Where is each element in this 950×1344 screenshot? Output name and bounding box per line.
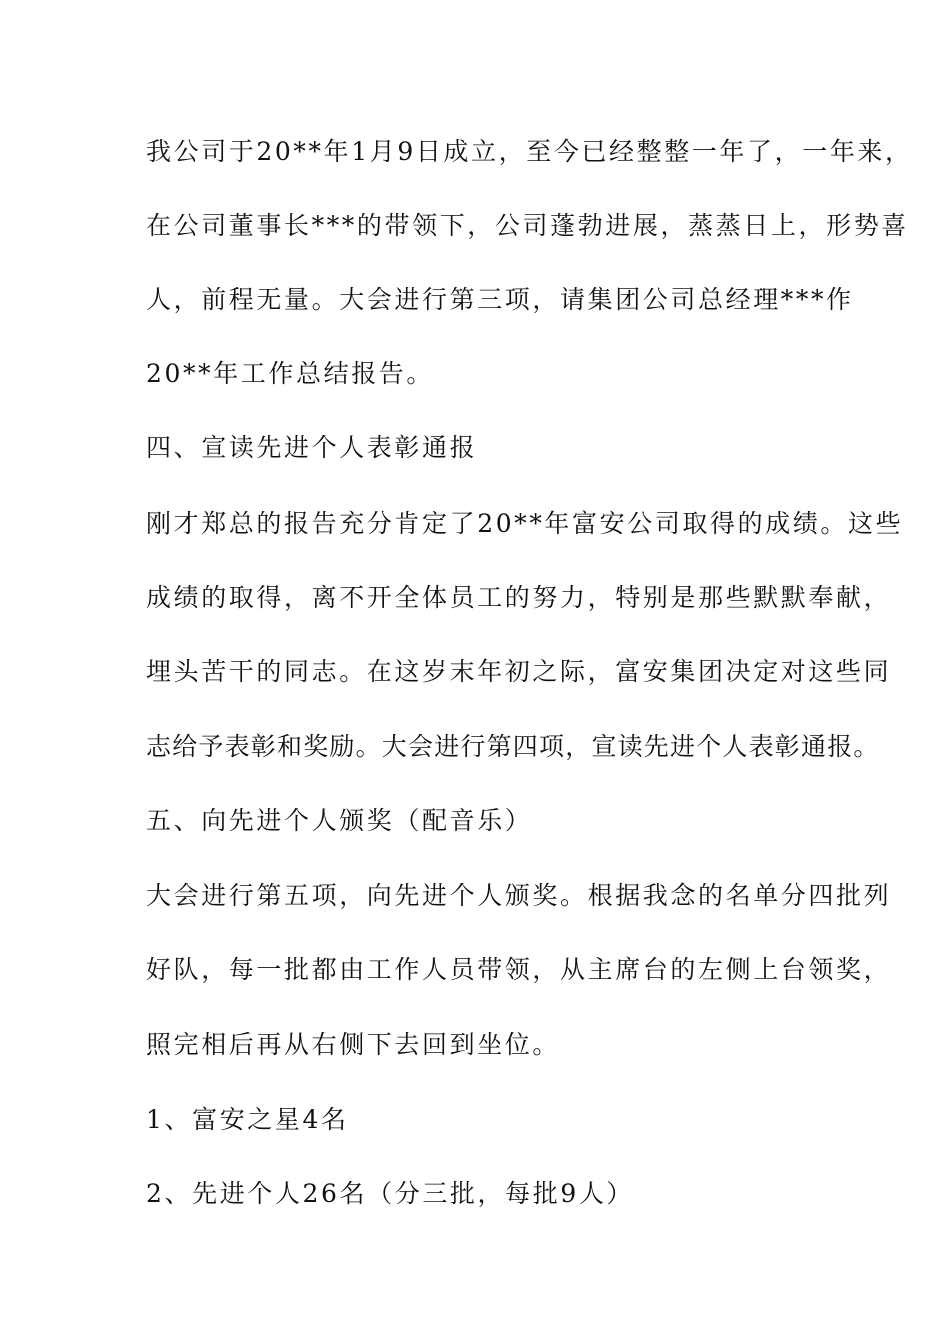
paragraph-line: 我公司于20**年1月9日成立，至今已经整整一年了，一年来， [146,137,913,166]
paragraph-line: 埋头苦干的同志。在这岁末年初之际，富安集团决定对这些同 [146,657,892,686]
list-item: 1、富安之星4名 [146,1105,349,1134]
paragraph-line: 照完相后再从右侧下去回到坐位。 [146,1030,561,1059]
paragraph-line: 人，前程无量。大会进行第三项，请集团公司总经理***作 [146,285,854,314]
paragraph-line: 成绩的取得，离不开全体员工的努力，特别是那些默默奉献， [146,583,892,612]
section-heading: 四、宣读先进个人表彰通报 [146,433,478,462]
paragraph-line: 20**年工作总结报告。 [146,359,435,388]
paragraph-line: 在公司董事长***的带领下，公司蓬勃进展，蒸蒸日上，形势喜 [146,211,909,240]
paragraph-line: 大会进行第五项，向先进个人颁奖。根据我念的名单分四批列 [146,881,892,910]
paragraph-line: 好队，每一批都由工作人员带领，从主席台的左侧上台领奖， [146,955,892,984]
paragraph-line: 志给予表彰和奖励。大会进行第四项，宣读先进个人表彰通报。 [146,732,880,761]
list-item: 2、先进个人26名（分三批，每批9人） [146,1179,635,1208]
section-heading: 五、向先进个人颁奖（配音乐） [146,806,533,835]
paragraph-line: 刚才郑总的报告充分肯定了20**年富安公司取得的成绩。这些 [146,509,904,538]
